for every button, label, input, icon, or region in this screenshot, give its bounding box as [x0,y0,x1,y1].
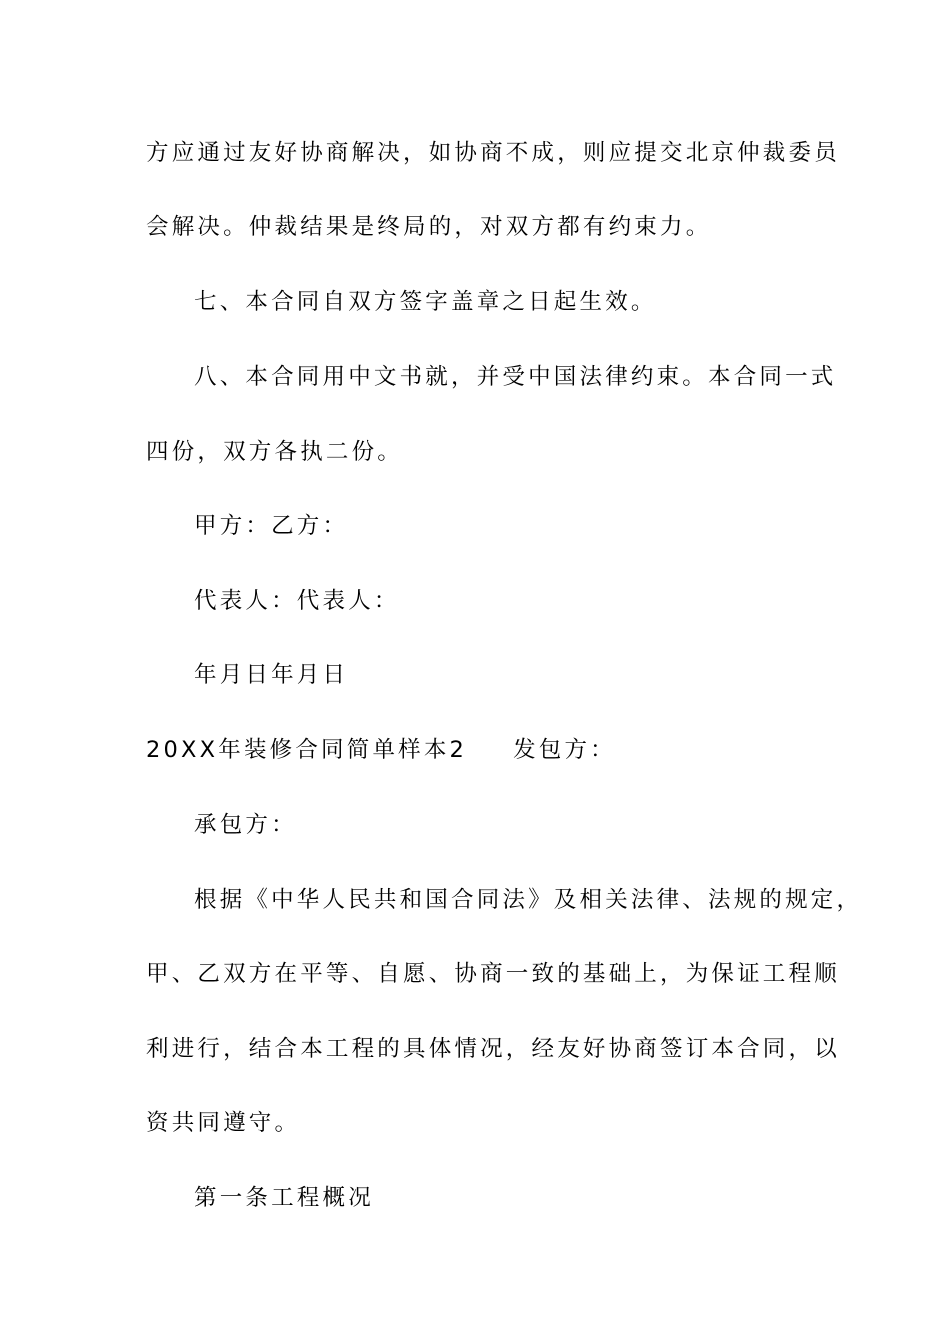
paragraph-line: 会解决。仲裁结果是终局的，对双方都有约束力。 [146,214,712,240]
signature-representatives: 代表人：代表人： [194,588,400,614]
paragraph-line: 甲、乙双方在平等、自愿、协商一致的基础上，为保证工程顺 [146,961,840,987]
article-one-heading: 第一条工程概况 [194,1185,374,1211]
contract-title: 20XX年装修合同简单样本2 [146,737,468,763]
section-heading [146,735,616,765]
paragraph-line: 四份，双方各执二份。 [146,439,404,465]
clause-eight: 八、本合同用中文书就，并受中国法律约束。本合同一式 [194,364,837,390]
signature-dates: 年月日年月日 [194,662,349,688]
paragraph-line: 方应通过友好协商解决，如协商不成，则应提交北京仲裁委员 [146,140,840,166]
clause-seven: 七、本合同自双方签字盖章之日起生效。 [194,289,657,315]
paragraph-line: 资共同遵守。 [146,1110,301,1136]
employer-label: 发包方： [513,737,616,763]
signature-parties: 甲方：乙方： [194,513,349,539]
contractor-label: 承包方： [194,812,297,838]
paragraph-line: 利进行，结合本工程的具体情况，经友好协商签订本合同，以 [146,1036,840,1062]
paragraph-line: 根据《中华人民共和国合同法》及相关法律、法规的规定， [194,887,863,913]
